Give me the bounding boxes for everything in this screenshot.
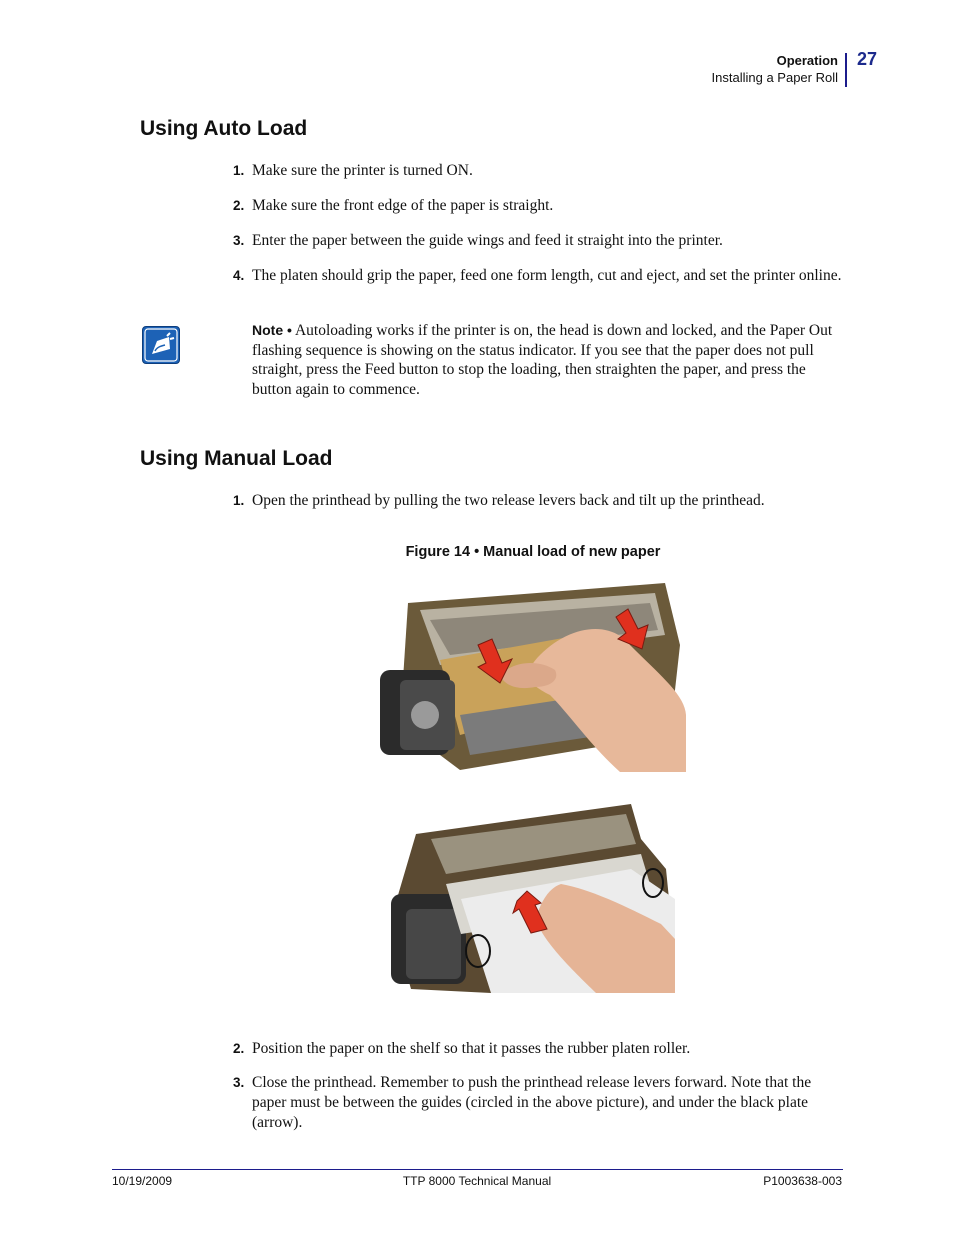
list-item — [233, 1039, 843, 1059]
list-item — [233, 491, 843, 511]
page-number: 27 — [857, 49, 878, 69]
list-item — [233, 231, 843, 251]
footer-divider — [112, 1169, 843, 1170]
footer-part-number: P1003638-003 — [763, 1174, 842, 1188]
step-number: 4. — [233, 268, 245, 283]
note-label: Note • — [252, 322, 292, 338]
step-text: Enter the paper between the guide wings and feed it straight into the printer. — [252, 232, 723, 249]
header-subsection: Installing a Paper Roll — [711, 70, 838, 85]
footer-title: TTP 8000 Technical Manual — [402, 1174, 552, 1188]
note-text: Autoloading works if the printer is on, the head is down and locked, and the Paper Out flashing sequence is showing on the status indicator. If you see that the paper does not pull straight, press the Feed button to stop the loading, then straighten the paper, and press the button again to commence. — [252, 322, 833, 398]
step-text: Close the printhead. Remember to push the printhead release levers forward. Note that the paper must be between the guides (circled in the above picture), and under the black plate (arrow). — [252, 1074, 812, 1131]
list-item — [233, 266, 843, 286]
step-text: Make sure the front edge of the paper is straight. — [252, 197, 554, 214]
step-text: Make sure the printer is turned ON. — [252, 162, 473, 179]
running-header — [712, 52, 838, 86]
step-number: 1. — [233, 163, 245, 178]
header-section: Operation — [776, 53, 838, 68]
list-item — [233, 1073, 843, 1133]
step-number: 3. — [233, 233, 245, 248]
heading-manual-load: Using Manual Load — [140, 447, 333, 470]
step-text: Open the printhead by pulling the two release levers back and tilt up the printhead. — [252, 492, 765, 509]
list-item — [233, 196, 843, 216]
photo-open-printhead — [380, 575, 686, 772]
heading-auto-load: Using Auto Load — [140, 117, 308, 140]
note-block — [252, 321, 842, 399]
photo-insert-paper — [391, 799, 675, 993]
step-number: 2. — [233, 198, 245, 213]
step-text: The platen should grip the paper, feed one form length, cut and eject, and set the printer online. — [252, 267, 842, 284]
note-hand-icon — [142, 326, 180, 364]
header-divider — [845, 53, 847, 87]
footer-date: 10/19/2009 — [112, 1174, 173, 1188]
figure-caption: Figure 14 • Manual load of new paper — [405, 544, 661, 560]
step-number: 3. — [233, 1075, 245, 1090]
step-number: 1. — [233, 493, 245, 508]
step-text: Position the paper on the shelf so that it passes the rubber platen roller. — [252, 1040, 691, 1057]
step-number: 2. — [233, 1041, 245, 1056]
list-item — [233, 161, 843, 181]
